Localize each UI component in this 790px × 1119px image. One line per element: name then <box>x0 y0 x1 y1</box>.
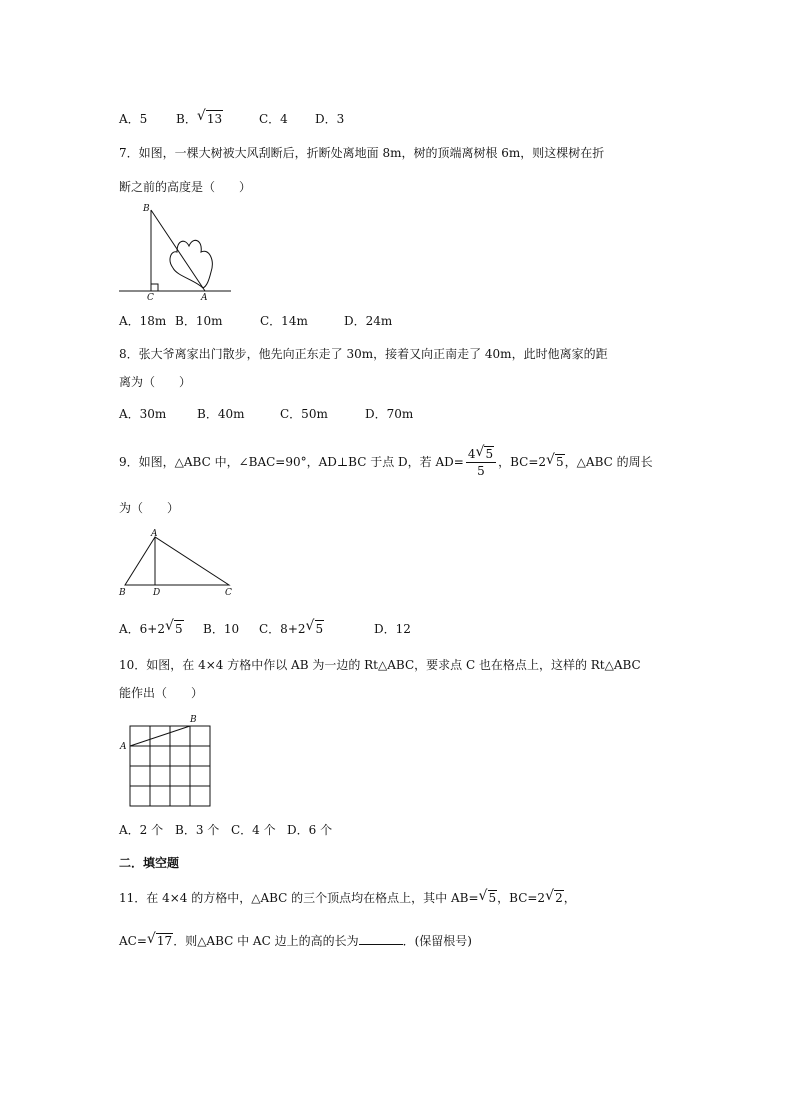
label-d: D <box>153 588 161 598</box>
grid-4x4 <box>130 726 210 806</box>
q7-line-1: 7．如图，一棵大树被大风刮断后，折断处离地面 8m，树的顶端离树根 6m，则这棵树在折 <box>119 146 605 160</box>
label-c: C <box>147 293 154 303</box>
q9-option-a: A．6+2√ 5 <box>119 620 203 637</box>
q9-option-d: D．12 <box>374 622 411 636</box>
q7-tree-figure <box>115 200 235 304</box>
q10-line-2: 能作出（ ） <box>119 686 204 700</box>
sqrt-17: √ 17 <box>147 933 173 949</box>
q8-line-1: 8．张大爷离家出门散步，他先向正东走了 30m，接着又向正南走了 40m，此时他离家的距 <box>119 347 608 361</box>
q9-line-2: 为（ ） <box>119 501 180 515</box>
q8-options <box>119 406 413 422</box>
segment-ab <box>130 726 190 746</box>
q9-triangle-figure <box>115 528 240 600</box>
label-b: B <box>190 715 197 725</box>
q7-options <box>119 313 392 329</box>
label-b: B <box>143 204 150 214</box>
q8-option-b: B．40m <box>197 407 245 421</box>
q7-option-d: D．24m <box>344 314 393 328</box>
q8-line-2: 离为（ ） <box>119 375 192 389</box>
triangle-abc <box>125 537 229 585</box>
q9-options <box>119 620 411 637</box>
tree-hypotenuse <box>151 210 205 291</box>
sqrt-5: √ 5 <box>546 447 565 477</box>
label-a: A <box>151 529 158 539</box>
sqrt-2: √ 2 <box>545 890 564 906</box>
fraction-4sqrt5-over-5: $\frac{4√ 5}{5}$ <box>466 446 496 479</box>
label-b: B <box>119 588 126 598</box>
sqrt-5: √ 5 <box>479 890 498 906</box>
q9-option-b: B．10 <box>203 622 240 636</box>
q6-option-c: C．4 <box>259 112 288 126</box>
label-a: A <box>120 742 127 752</box>
q11-line-2: AC=√ 17．则△ABC 中 AC 边上的高的长为 ．(保留根号) <box>119 932 472 949</box>
label-c: C <box>225 588 232 598</box>
q6-option-d: D．3 <box>315 112 345 126</box>
q7-option-b: B．10m <box>175 314 223 328</box>
q7-option-a: A．18m <box>119 314 167 328</box>
q10-option-c: C．4 个 <box>231 823 276 837</box>
q9-line-1: 9．如图，△ABC 中，∠BAC=90°，AD⊥BC 于点 D，若 AD= $\frac{4√ 5}{5}$ ，BC=2√ 5，△ABC 的周长 <box>119 446 653 479</box>
q9-option-c: C．8+2√ 5 <box>259 620 374 637</box>
q6-options <box>119 110 344 127</box>
q6-option-b: B．√ 13 <box>176 110 259 127</box>
q10-options <box>119 822 332 838</box>
q10-line-1: 10．如图，在 4×4 方格中作以 AB 为一边的 Rt△ABC，要求点 C 也在格点上，这样的 Rt△ABC <box>119 658 641 672</box>
q10-option-d: D．6 个 <box>287 823 333 837</box>
right-angle-mark <box>151 284 158 291</box>
q8-option-c: C．50m <box>280 407 328 421</box>
q10-option-a: A．2 个 <box>119 823 164 837</box>
answer-blank[interactable] <box>359 932 403 945</box>
q10-option-b: B．3 个 <box>175 823 220 837</box>
q7-line-2: 断之前的高度是（ ） <box>119 180 252 194</box>
q7-option-c: C．14m <box>260 314 308 328</box>
sqrt-13: √ 13 <box>197 110 223 127</box>
q6-option-a: A．5 <box>119 112 148 126</box>
section-title: 二．填空题 <box>119 856 180 870</box>
q8-option-a: A．30m <box>119 407 167 421</box>
q11-line-1: 11．在 4×4 的方格中，△ABC 的三个顶点均在格点上，其中 AB=√ 5，BC=2√ 2， <box>119 890 576 906</box>
q8-option-d: D．70m <box>365 407 414 421</box>
q10-grid-figure <box>115 712 215 808</box>
label-a: A <box>201 293 208 303</box>
